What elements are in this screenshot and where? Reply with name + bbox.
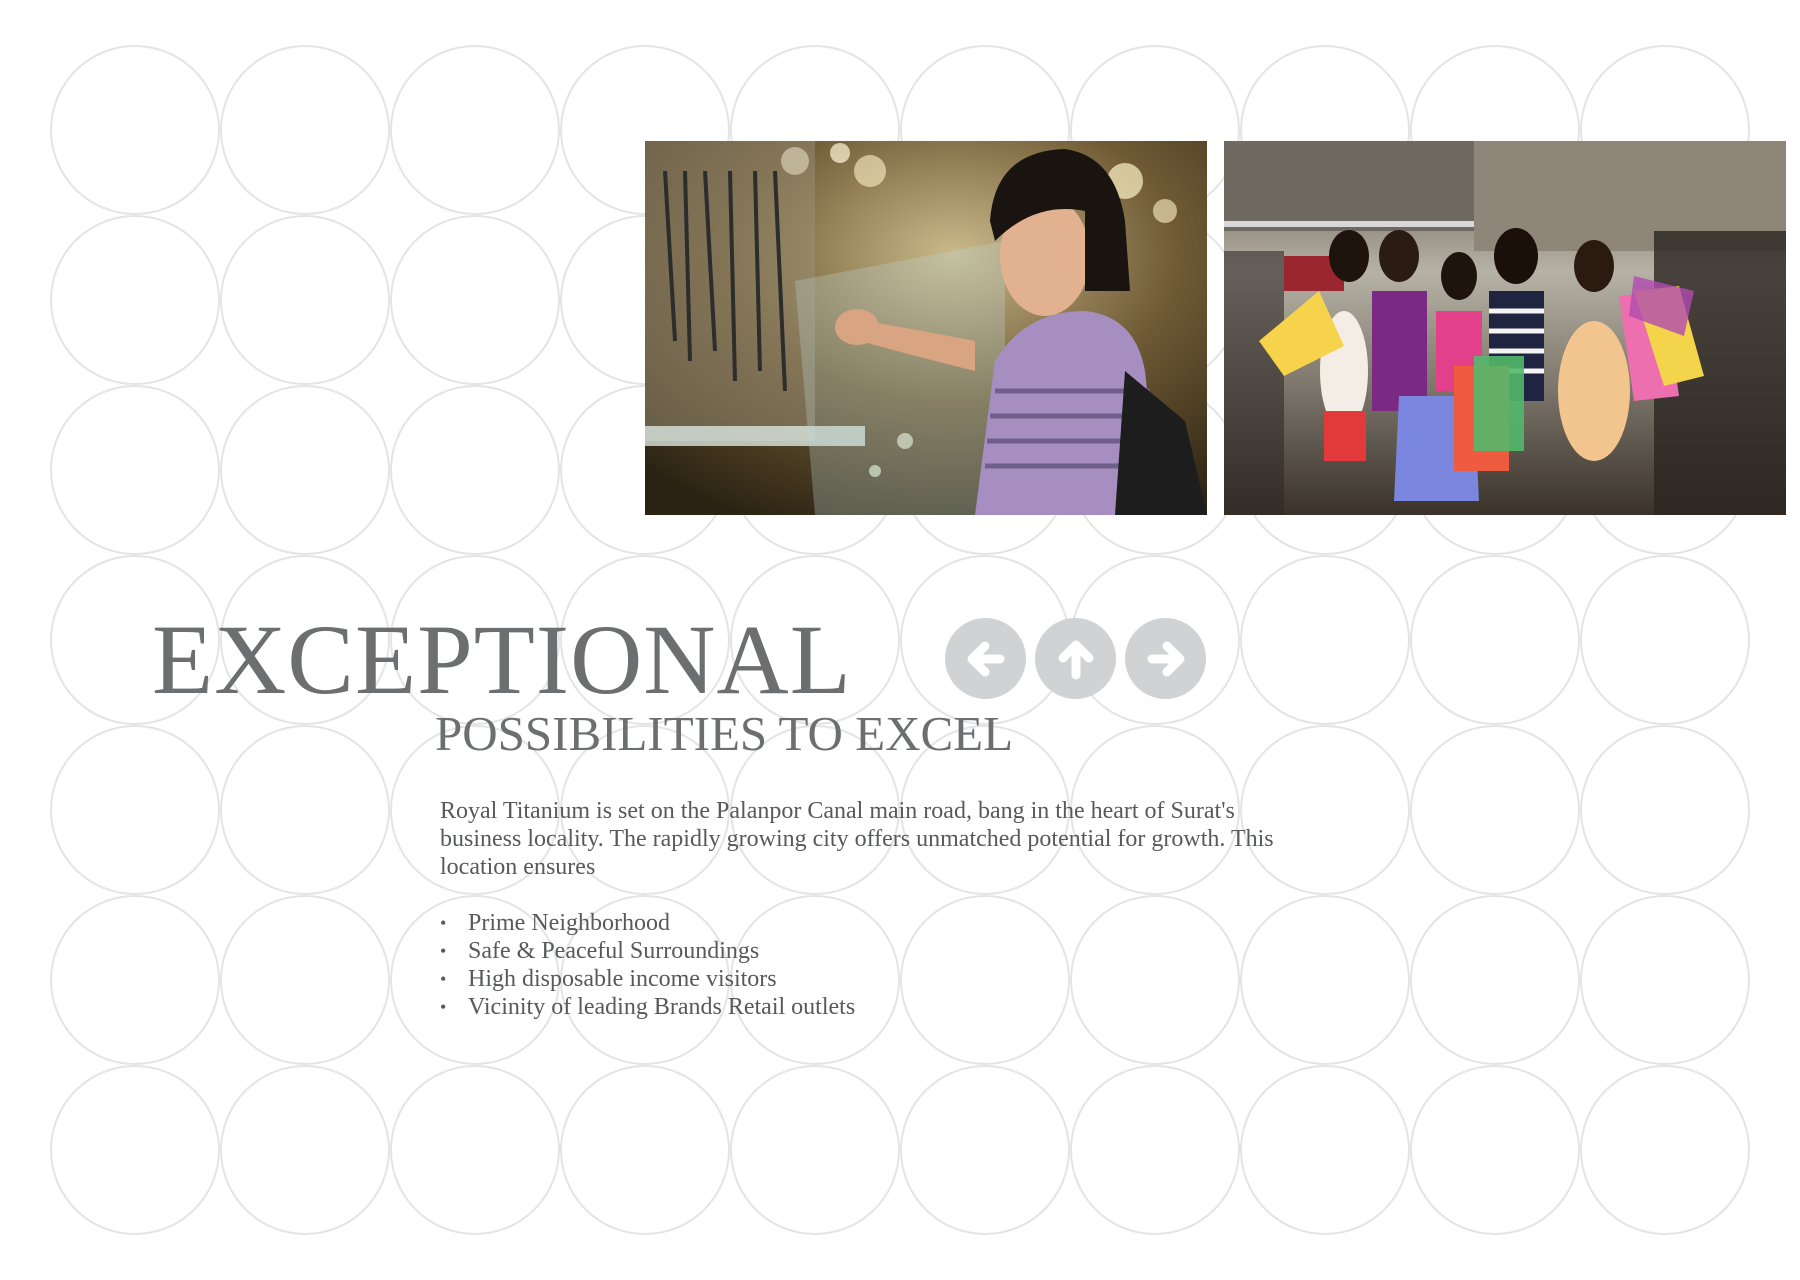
background-circle [1581,1066,1749,1234]
headline: EXCEPTIONAL [152,604,852,715]
background-circle [221,46,389,214]
list-item: • Vicinity of leading Brands Retail outlets [440,993,855,1021]
background-circle [1411,1066,1579,1234]
subheadline: POSSIBILITIES TO EXCEL [435,706,1014,761]
background-circle [221,216,389,384]
background-circle [1581,556,1749,724]
background-circle [221,1066,389,1234]
background-circle [561,1066,729,1234]
intro-paragraph: Royal Titanium is set on the Palanpor Canal main road, bang in the heart of Surat's business locality. The rapidly growing city offers unmatched potential for growth. This location ensures [440,798,1274,880]
background-circle [1241,556,1409,724]
background-circle [1581,896,1749,1064]
photo-woman-jewelry-shopping [645,141,1207,515]
background-circle [51,1066,219,1234]
background-circle [1241,896,1409,1064]
arrow-up-icon [1035,618,1116,699]
background-circle [221,386,389,554]
background-circle [391,386,559,554]
background-circle [1411,726,1579,894]
background-circle [1241,1066,1409,1234]
background-circle [221,896,389,1064]
list-item: • Prime Neighborhood [440,909,855,937]
background-circle [391,216,559,384]
background-circle [1411,896,1579,1064]
background-circle [1411,556,1579,724]
background-circle [221,726,389,894]
background-circle [901,896,1069,1064]
background-circle [1071,896,1239,1064]
background-circle [51,896,219,1064]
background-circle [51,46,219,214]
arrow-left-icon [945,618,1026,699]
background-circle [1581,726,1749,894]
list-item: • Safe & Peaceful Surroundings [440,937,855,965]
background-circle [391,46,559,214]
background-circle [51,386,219,554]
background-circle [391,1066,559,1234]
background-circle [901,1066,1069,1234]
list-item: • High disposable income visitors [440,965,855,993]
background-circle [1071,1066,1239,1234]
arrow-right-icon [1125,618,1206,699]
background-circle [731,1066,899,1234]
background-circle [51,216,219,384]
photo-friends-with-shopping-bags [1224,141,1786,515]
arrow-icons-group [945,618,1206,699]
background-circle [51,726,219,894]
feature-list [440,909,855,1021]
